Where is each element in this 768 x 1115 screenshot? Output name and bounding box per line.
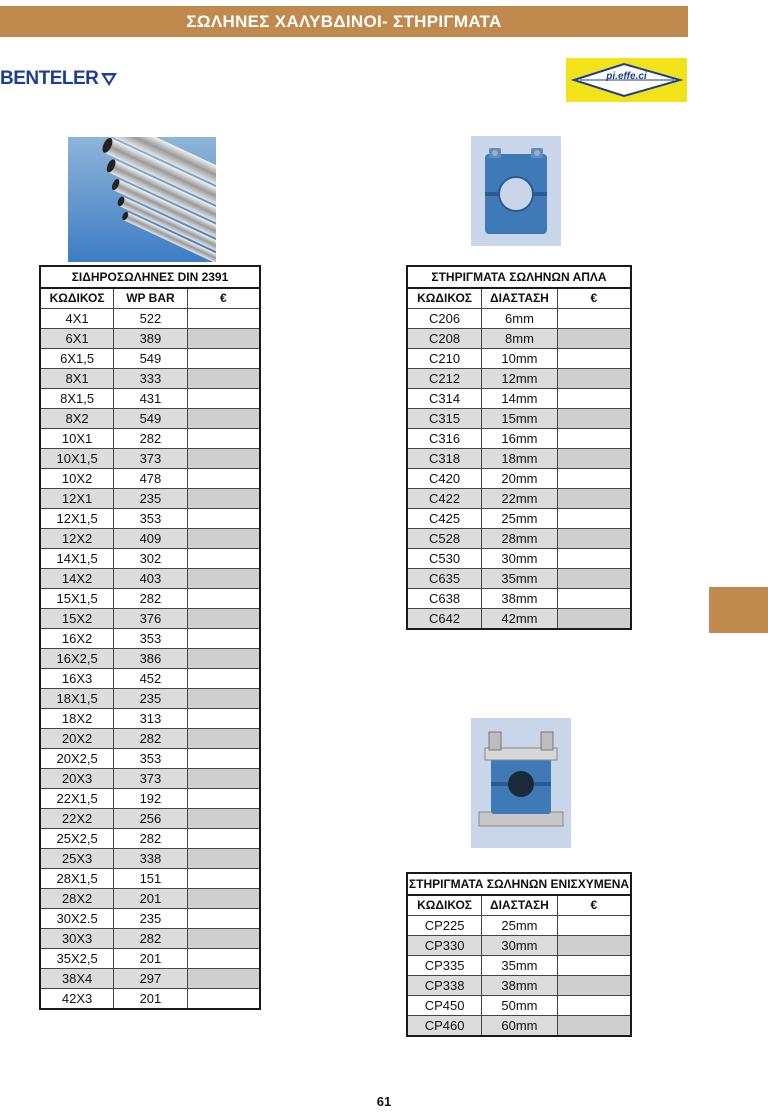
cell-code: CP338 bbox=[407, 976, 482, 996]
table-row bbox=[40, 549, 260, 569]
cell-price bbox=[187, 689, 260, 709]
cell-price bbox=[557, 936, 631, 956]
cell-code: 22X1,5 bbox=[40, 789, 114, 809]
cell-value: 30mm bbox=[482, 936, 558, 956]
cell-value: 235 bbox=[114, 689, 188, 709]
table-row bbox=[40, 449, 260, 469]
cell-code: C530 bbox=[407, 549, 482, 569]
cell-price bbox=[557, 996, 631, 1016]
cell-price bbox=[557, 389, 631, 409]
table-row bbox=[40, 689, 260, 709]
cell-price bbox=[187, 669, 260, 689]
cell-value: 353 bbox=[114, 629, 188, 649]
cell-value: 30mm bbox=[482, 549, 558, 569]
cell-code: 20X2 bbox=[40, 729, 114, 749]
cell-value: 12mm bbox=[482, 369, 558, 389]
table-row bbox=[407, 529, 631, 549]
cell-code: 6X1 bbox=[40, 329, 114, 349]
cell-value: 60mm bbox=[482, 1016, 558, 1037]
cell-price bbox=[187, 969, 260, 989]
cell-value: 282 bbox=[114, 929, 188, 949]
cell-value: 478 bbox=[114, 469, 188, 489]
pipes-table bbox=[39, 265, 261, 1010]
cell-value: 22mm bbox=[482, 489, 558, 509]
cell-value: 373 bbox=[114, 769, 188, 789]
cell-price bbox=[557, 429, 631, 449]
cell-value: 522 bbox=[114, 309, 188, 329]
table-row bbox=[407, 429, 631, 449]
cell-code: C208 bbox=[407, 329, 482, 349]
page-number: 61 bbox=[376, 1094, 392, 1109]
cell-price bbox=[187, 929, 260, 949]
cell-price bbox=[187, 749, 260, 769]
cell-code: CP460 bbox=[407, 1016, 482, 1037]
table-row bbox=[407, 569, 631, 589]
cell-value: 297 bbox=[114, 969, 188, 989]
cell-value: 333 bbox=[114, 369, 188, 389]
table-row bbox=[40, 789, 260, 809]
cell-code: 20X2,5 bbox=[40, 749, 114, 769]
col-header-dimension: ΔΙΑΣΤΑΣΗ bbox=[482, 288, 558, 309]
cell-code: CP330 bbox=[407, 936, 482, 956]
table-row bbox=[407, 916, 631, 936]
table-row bbox=[40, 329, 260, 349]
cell-price bbox=[557, 609, 631, 630]
table-row bbox=[40, 489, 260, 509]
cell-code: C425 bbox=[407, 509, 482, 529]
cell-code: C528 bbox=[407, 529, 482, 549]
cell-value: 549 bbox=[114, 409, 188, 429]
section-side-tab bbox=[709, 587, 768, 633]
cell-price bbox=[187, 629, 260, 649]
pipes-table-title: ΣΙΔΗΡΟΣΩΛΗΝΕΣ DIN 2391 bbox=[40, 266, 260, 288]
cell-price bbox=[187, 449, 260, 469]
col-header-code: ΚΩΔΙΚΟΣ bbox=[407, 288, 482, 309]
cell-code: C314 bbox=[407, 389, 482, 409]
page-title: ΣΩΛΗΝΕΣ ΧΑΛΥΒΔΙΝΟΙ- ΣΤΗΡΙΓΜΑΤΑ bbox=[186, 11, 502, 31]
cell-price bbox=[557, 489, 631, 509]
cell-price bbox=[557, 309, 631, 329]
table-row bbox=[407, 309, 631, 329]
table-row bbox=[40, 949, 260, 969]
cell-value: 14mm bbox=[482, 389, 558, 409]
cell-value: 313 bbox=[114, 709, 188, 729]
cell-code: 28X1,5 bbox=[40, 869, 114, 889]
cell-price bbox=[187, 729, 260, 749]
cell-code: C638 bbox=[407, 589, 482, 609]
cell-code: 16X2 bbox=[40, 629, 114, 649]
cell-price bbox=[557, 1016, 631, 1037]
cell-value: 282 bbox=[114, 729, 188, 749]
cell-price bbox=[187, 569, 260, 589]
table-row bbox=[40, 669, 260, 689]
cell-price bbox=[187, 369, 260, 389]
cell-price bbox=[557, 469, 631, 489]
cell-price bbox=[187, 889, 260, 909]
table-row bbox=[407, 389, 631, 409]
table-row bbox=[40, 749, 260, 769]
table-row bbox=[40, 909, 260, 929]
cell-code: C212 bbox=[407, 369, 482, 389]
cell-code: 12X1 bbox=[40, 489, 114, 509]
cell-price bbox=[187, 509, 260, 529]
cell-price bbox=[187, 949, 260, 969]
cell-price bbox=[187, 829, 260, 849]
cell-price bbox=[187, 709, 260, 729]
cell-value: 353 bbox=[114, 749, 188, 769]
cell-value: 18mm bbox=[482, 449, 558, 469]
cell-value: 389 bbox=[114, 329, 188, 349]
cell-code: 15X2 bbox=[40, 609, 114, 629]
table-row bbox=[40, 889, 260, 909]
cell-value: 35mm bbox=[482, 569, 558, 589]
simple-clamps-table bbox=[406, 265, 632, 630]
cell-code: C420 bbox=[407, 469, 482, 489]
cell-value: 10mm bbox=[482, 349, 558, 369]
table-row bbox=[40, 709, 260, 729]
table-row bbox=[407, 976, 631, 996]
simple-clamps-table-title: ΣΤΗΡΙΓΜΑΤΑ ΣΩΛΗΝΩΝ ΑΠΛΑ bbox=[407, 266, 631, 288]
table-row bbox=[407, 349, 631, 369]
reinforced-clamps-table-title: ΣΤΗΡΙΓΜΑΤΑ ΣΩΛΗΝΩΝ ΕΝΙΣΧΥΜΕΝΑ bbox=[407, 873, 631, 895]
cell-value: 353 bbox=[114, 509, 188, 529]
cell-code: 8X1,5 bbox=[40, 389, 114, 409]
cell-value: 338 bbox=[114, 849, 188, 869]
cell-code: 18X2 bbox=[40, 709, 114, 729]
cell-value: 282 bbox=[114, 429, 188, 449]
table-row bbox=[407, 609, 631, 630]
table-row bbox=[40, 349, 260, 369]
cell-code: 35X2,5 bbox=[40, 949, 114, 969]
cell-value: 20mm bbox=[482, 469, 558, 489]
cell-code: C642 bbox=[407, 609, 482, 630]
cell-code: 38X4 bbox=[40, 969, 114, 989]
cell-value: 38mm bbox=[482, 589, 558, 609]
table-row bbox=[40, 469, 260, 489]
benteler-logo bbox=[0, 66, 118, 92]
table-row bbox=[40, 969, 260, 989]
col-header-code: ΚΩΔΙΚΟΣ bbox=[407, 895, 482, 916]
cell-value: 35mm bbox=[482, 956, 558, 976]
cell-value: 403 bbox=[114, 569, 188, 589]
table-row bbox=[407, 589, 631, 609]
cell-code: 15X1,5 bbox=[40, 589, 114, 609]
triangle-logo-icon bbox=[100, 71, 118, 87]
cell-value: 201 bbox=[114, 949, 188, 969]
cell-price bbox=[187, 849, 260, 869]
cell-price bbox=[557, 509, 631, 529]
cell-value: 25mm bbox=[482, 509, 558, 529]
table-row bbox=[40, 569, 260, 589]
table-row bbox=[40, 529, 260, 549]
cell-value: 302 bbox=[114, 549, 188, 569]
cell-code: 12X1,5 bbox=[40, 509, 114, 529]
cell-price bbox=[187, 769, 260, 789]
table-row bbox=[40, 609, 260, 629]
table-row bbox=[40, 309, 260, 329]
cell-value: 431 bbox=[114, 389, 188, 409]
cell-code: 16X2,5 bbox=[40, 649, 114, 669]
cell-value: 15mm bbox=[482, 409, 558, 429]
cell-price bbox=[187, 809, 260, 829]
table-row bbox=[407, 936, 631, 956]
cell-code: 18X1,5 bbox=[40, 689, 114, 709]
cell-value: 6mm bbox=[482, 309, 558, 329]
cell-price bbox=[187, 309, 260, 329]
table-row bbox=[407, 956, 631, 976]
col-header-wp-bar: WP BAR bbox=[114, 288, 188, 309]
cell-code: C206 bbox=[407, 309, 482, 329]
cell-price bbox=[187, 329, 260, 349]
table-row bbox=[407, 549, 631, 569]
cell-price bbox=[187, 429, 260, 449]
cell-code: 30X2.5 bbox=[40, 909, 114, 929]
cell-price bbox=[557, 976, 631, 996]
col-header-price: € bbox=[557, 288, 631, 309]
cell-value: 25mm bbox=[482, 916, 558, 936]
cell-price bbox=[187, 549, 260, 569]
cell-value: 201 bbox=[114, 989, 188, 1010]
cell-value: 256 bbox=[114, 809, 188, 829]
cell-code: 10X1,5 bbox=[40, 449, 114, 469]
cell-value: 373 bbox=[114, 449, 188, 469]
cell-value: 282 bbox=[114, 589, 188, 609]
benteler-logo-text: BENTELER bbox=[0, 68, 99, 89]
cell-code: 10X2 bbox=[40, 469, 114, 489]
cell-code: 14X1,5 bbox=[40, 549, 114, 569]
cell-value: 201 bbox=[114, 889, 188, 909]
cell-code: C318 bbox=[407, 449, 482, 469]
col-header-code: ΚΩΔΙΚΟΣ bbox=[40, 288, 114, 309]
table-row bbox=[40, 369, 260, 389]
col-header-price: € bbox=[187, 288, 260, 309]
cell-value: 42mm bbox=[482, 609, 558, 630]
cell-price bbox=[187, 589, 260, 609]
reinforced-clamps-table bbox=[406, 872, 632, 1037]
cell-code: CP335 bbox=[407, 956, 482, 976]
cell-value: 50mm bbox=[482, 996, 558, 1016]
cell-code: 20X3 bbox=[40, 769, 114, 789]
cell-price bbox=[557, 589, 631, 609]
cell-code: C635 bbox=[407, 569, 482, 589]
table-row bbox=[40, 409, 260, 429]
table-row bbox=[40, 589, 260, 609]
cell-code: 14X2 bbox=[40, 569, 114, 589]
table-row bbox=[40, 809, 260, 829]
cell-price bbox=[557, 369, 631, 389]
cell-price bbox=[187, 609, 260, 629]
cell-value: 235 bbox=[114, 909, 188, 929]
cell-price bbox=[187, 649, 260, 669]
table-row bbox=[40, 729, 260, 749]
table-row bbox=[40, 769, 260, 789]
cell-code: 28X2 bbox=[40, 889, 114, 909]
cell-code: 8X2 bbox=[40, 409, 114, 429]
table-row bbox=[407, 996, 631, 1016]
cell-code: 42X3 bbox=[40, 989, 114, 1010]
pieffeci-logo-text: pi.effe.ci bbox=[606, 71, 647, 82]
cell-price bbox=[187, 489, 260, 509]
cell-price bbox=[557, 529, 631, 549]
steel-pipes-photo bbox=[68, 137, 216, 262]
cell-value: 8mm bbox=[482, 329, 558, 349]
cell-price bbox=[557, 549, 631, 569]
cell-price bbox=[187, 529, 260, 549]
table-row bbox=[407, 329, 631, 349]
table-row bbox=[40, 429, 260, 449]
cell-code: 25X2,5 bbox=[40, 829, 114, 849]
cell-code: C210 bbox=[407, 349, 482, 369]
pieffeci-logo bbox=[566, 58, 687, 102]
cell-value: 235 bbox=[114, 489, 188, 509]
cell-code: 10X1 bbox=[40, 429, 114, 449]
table-row bbox=[40, 389, 260, 409]
table-row bbox=[407, 489, 631, 509]
cell-price bbox=[557, 956, 631, 976]
cell-price bbox=[187, 349, 260, 369]
cell-value: 38mm bbox=[482, 976, 558, 996]
table-row bbox=[40, 929, 260, 949]
table-row bbox=[407, 369, 631, 389]
cell-price bbox=[187, 789, 260, 809]
simple-clamp-photo bbox=[471, 136, 561, 246]
header-bar bbox=[0, 6, 688, 37]
table-row bbox=[407, 509, 631, 529]
cell-value: 549 bbox=[114, 349, 188, 369]
cell-code: C315 bbox=[407, 409, 482, 429]
table-row bbox=[407, 409, 631, 429]
cell-price bbox=[557, 916, 631, 936]
cell-value: 16mm bbox=[482, 429, 558, 449]
table-row bbox=[40, 509, 260, 529]
cell-price bbox=[557, 329, 631, 349]
table-row bbox=[40, 989, 260, 1010]
cell-price bbox=[187, 389, 260, 409]
cell-code: CP450 bbox=[407, 996, 482, 1016]
table-row bbox=[407, 449, 631, 469]
cell-value: 386 bbox=[114, 649, 188, 669]
cell-value: 376 bbox=[114, 609, 188, 629]
cell-code: C316 bbox=[407, 429, 482, 449]
cell-value: 28mm bbox=[482, 529, 558, 549]
cell-price bbox=[557, 449, 631, 469]
cell-code: 16X3 bbox=[40, 669, 114, 689]
cell-price bbox=[187, 469, 260, 489]
table-row bbox=[40, 829, 260, 849]
table-row bbox=[40, 649, 260, 669]
cell-value: 151 bbox=[114, 869, 188, 889]
cell-code: 30X3 bbox=[40, 929, 114, 949]
cell-code: 6X1,5 bbox=[40, 349, 114, 369]
cell-code: 4X1 bbox=[40, 309, 114, 329]
table-row bbox=[407, 469, 631, 489]
cell-code: 12X2 bbox=[40, 529, 114, 549]
cell-value: 452 bbox=[114, 669, 188, 689]
cell-price bbox=[557, 349, 631, 369]
col-header-dimension: ΔΙΑΣΤΑΣΗ bbox=[482, 895, 558, 916]
reinforced-clamp-photo bbox=[471, 718, 571, 848]
cell-price bbox=[557, 569, 631, 589]
cell-value: 282 bbox=[114, 829, 188, 849]
table-row bbox=[40, 849, 260, 869]
table-row bbox=[407, 1016, 631, 1037]
cell-price bbox=[187, 409, 260, 429]
cell-price bbox=[187, 909, 260, 929]
cell-price bbox=[557, 409, 631, 429]
cell-value: 409 bbox=[114, 529, 188, 549]
cell-code: 8X1 bbox=[40, 369, 114, 389]
col-header-price: € bbox=[557, 895, 631, 916]
cell-price bbox=[187, 989, 260, 1010]
cell-code: 25X3 bbox=[40, 849, 114, 869]
cell-code: 22X2 bbox=[40, 809, 114, 829]
cell-code: C422 bbox=[407, 489, 482, 509]
cell-code: CP225 bbox=[407, 916, 482, 936]
table-row bbox=[40, 629, 260, 649]
table-row bbox=[40, 869, 260, 889]
cell-value: 192 bbox=[114, 789, 188, 809]
cell-price bbox=[187, 869, 260, 889]
